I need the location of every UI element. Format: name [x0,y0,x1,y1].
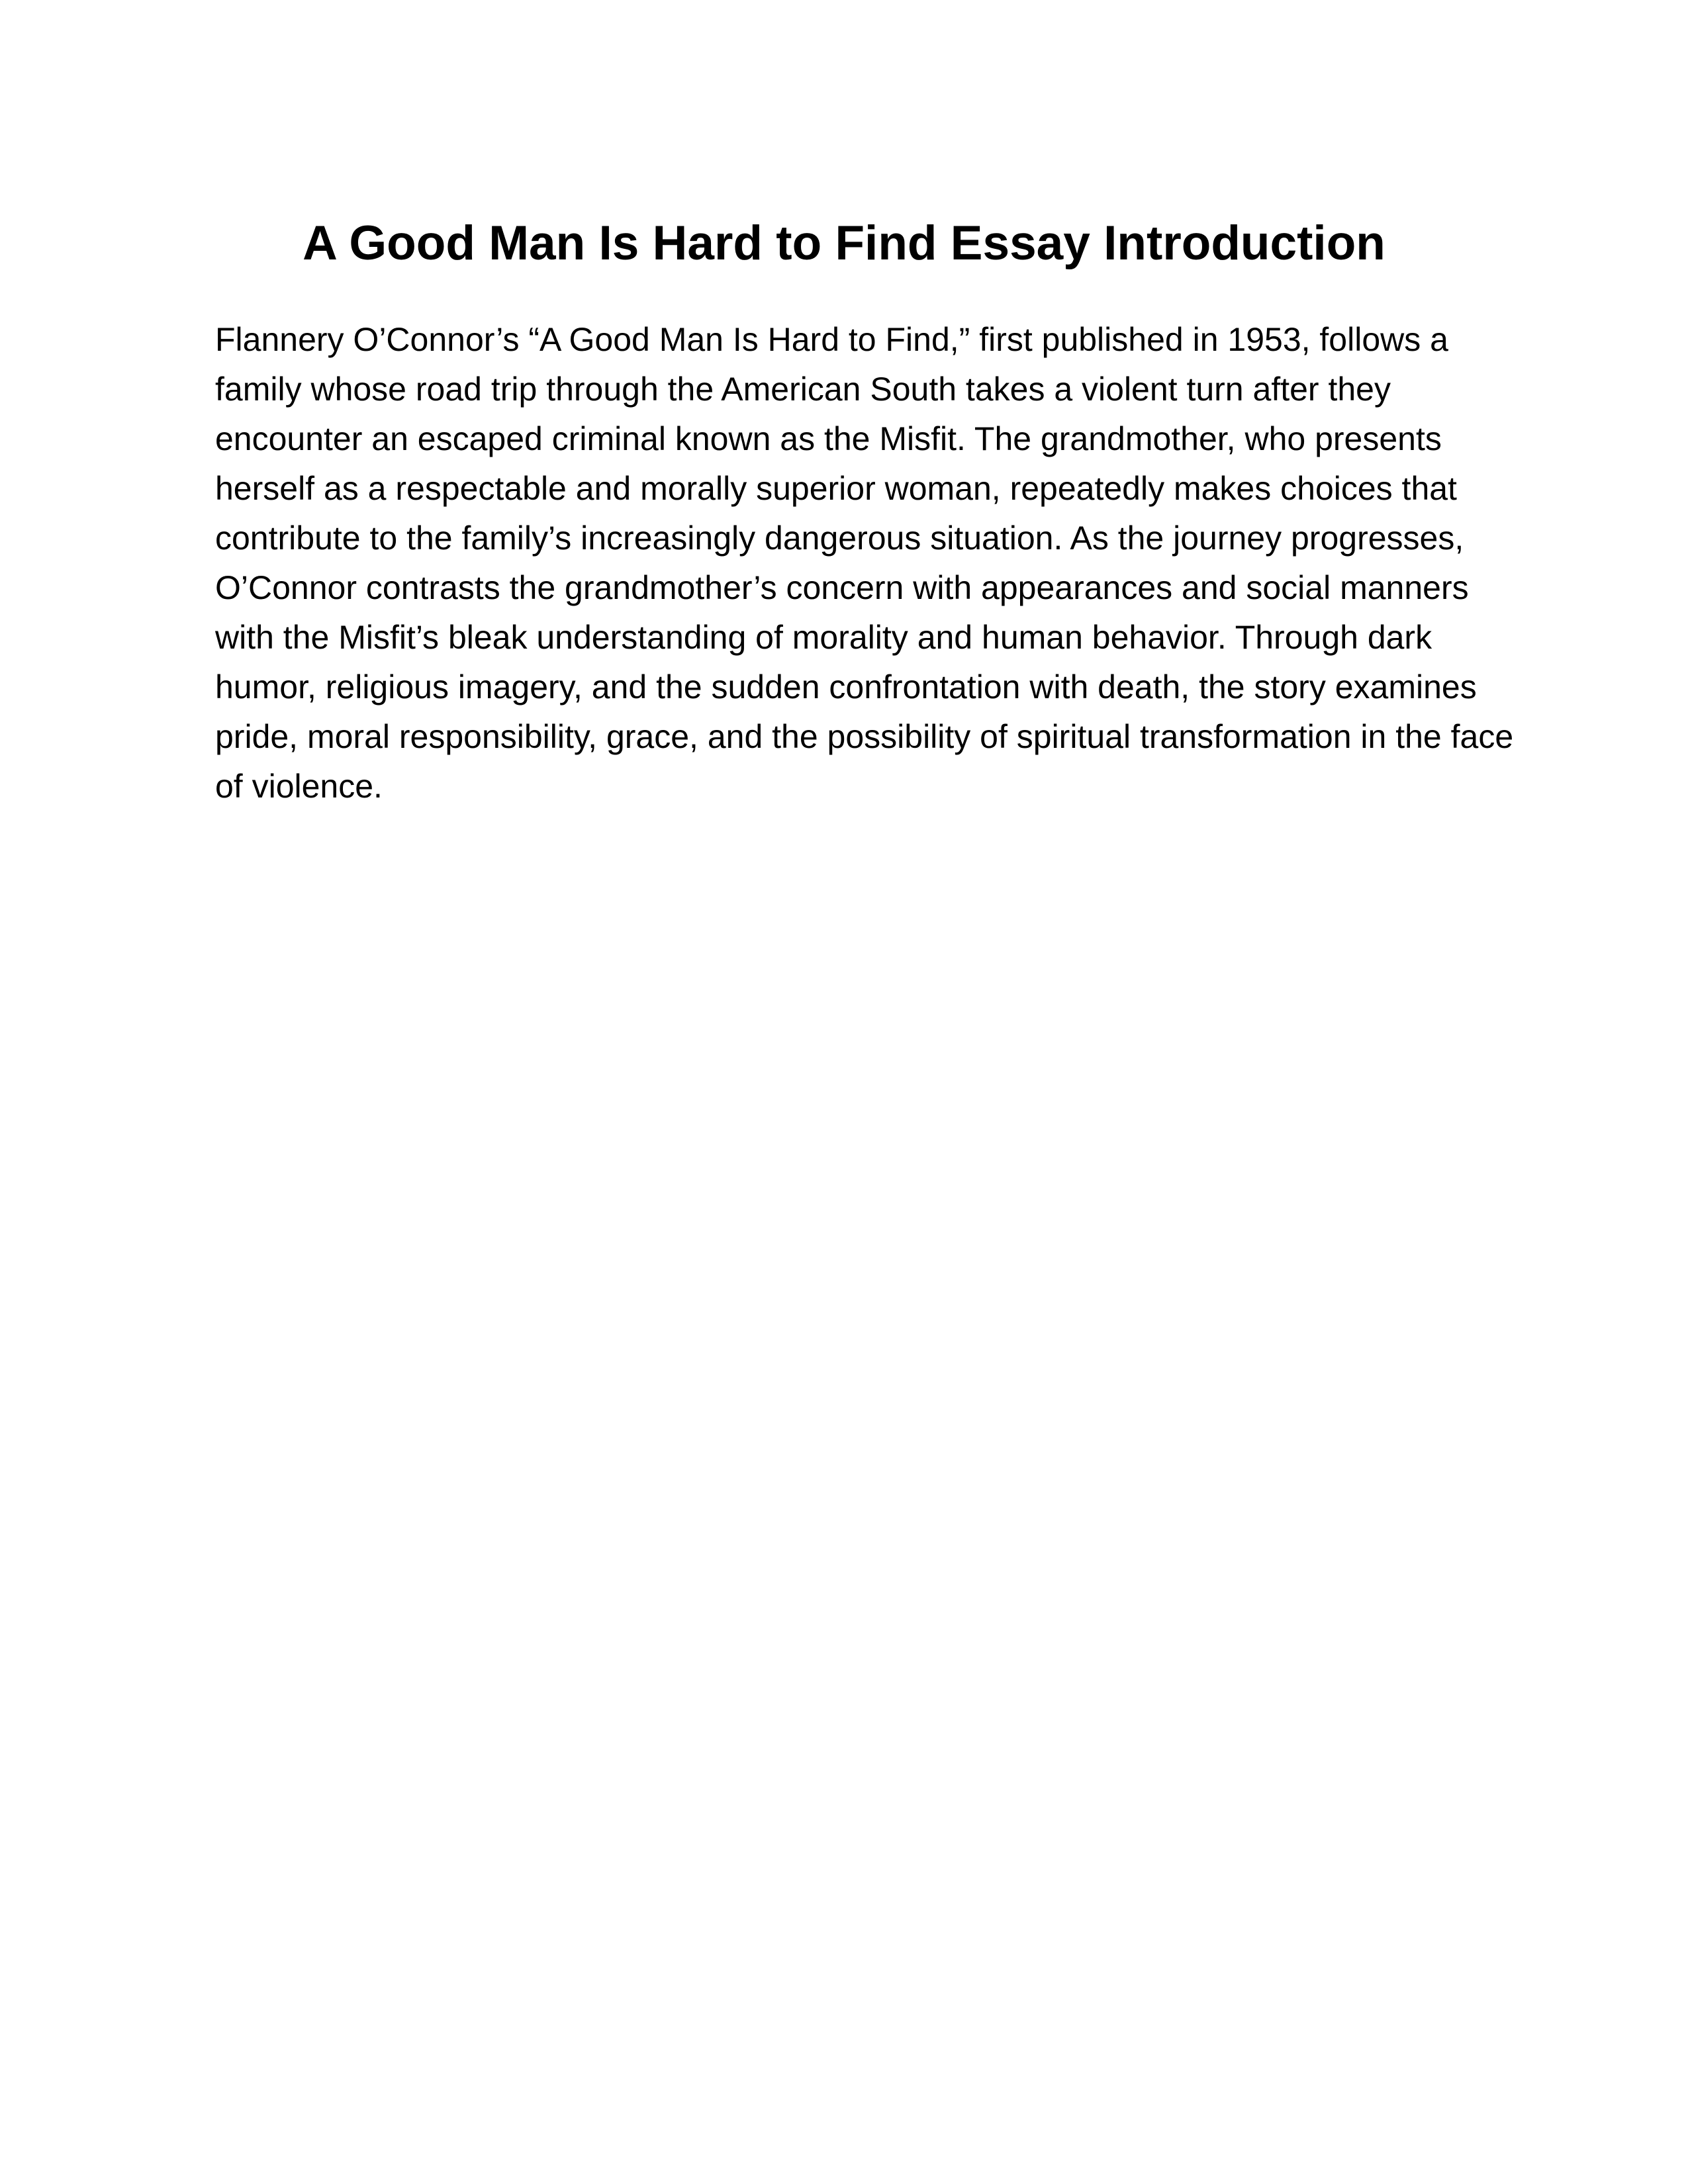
paragraph-line: O’Connor contrasts the grandmother’s concern with appearances and social manners [215,569,1469,606]
paragraph-line: Flannery O’Connor’s “A Good Man Is Hard to Find,” first published in 1953, follows a [215,321,1448,358]
paragraph-line: herself as a respectable and morally superior woman, repeatedly makes choices that [215,470,1457,507]
paragraph-line: family whose road trip through the American South takes a violent turn after they [215,371,1391,408]
paragraph-line: with the Misfit’s bleak understanding of morality and human behavior. Through dark [215,619,1432,656]
paragraph-line: pride, moral responsibility, grace, and the possibility of spiritual transformation in the face [215,718,1514,755]
introduction-paragraph [215,315,1514,811]
paragraph-line: encounter an escaped criminal known as the Misfit. The grandmother, who presents [215,420,1442,457]
paragraph-line: humor, religious imagery, and the sudden confrontation with death, the story examines [215,668,1477,705]
document-title: A Good Man Is Hard to Find Essay Introduction [303,216,1385,270]
paragraph-line: of violence. [215,768,383,805]
paragraph-line: contribute to the family’s increasingly dangerous situation. As the journey progresses, [215,520,1464,557]
